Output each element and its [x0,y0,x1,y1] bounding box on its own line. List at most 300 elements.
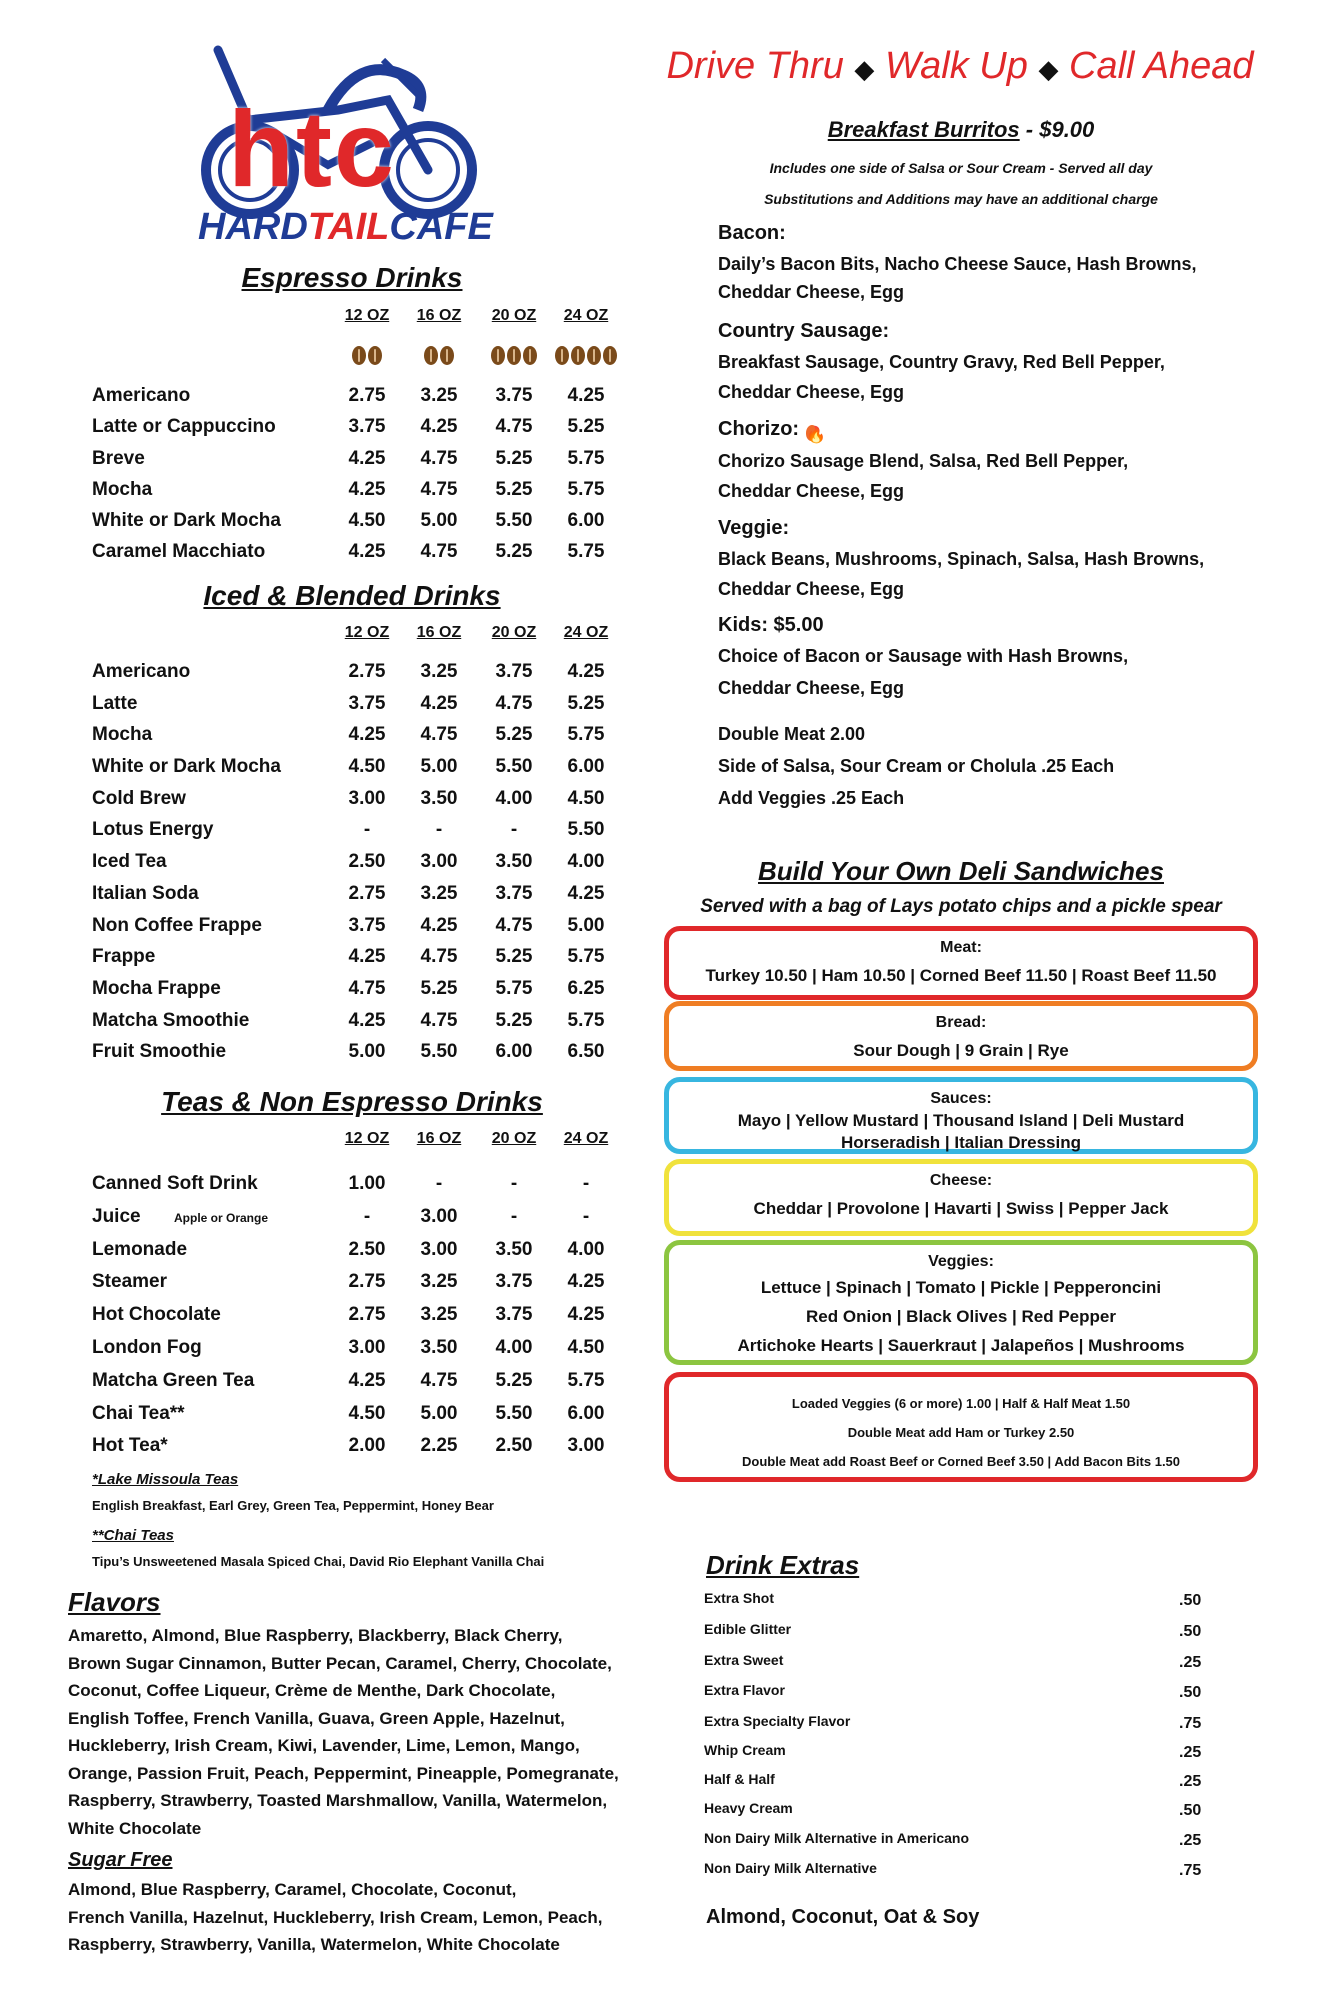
deli-box-cheese [664,1159,1258,1236]
burritos-note: Substitutions and Additions may have an additional charge [764,191,1158,207]
burrito-ingredients: Chorizo Sausage Blend, Salsa, Red Bell Pepper, [718,451,1129,471]
extra-name: Extra Flavor [704,1682,785,1698]
item-name: Matcha Smoothie [92,1009,250,1031]
menu-row [92,720,632,752]
size-label: 16 OZ [416,624,462,641]
item-price: 5.25 [495,447,533,469]
item-price: 4.25 [567,1304,605,1326]
item-price: 5.75 [567,1009,605,1031]
burrito-ingredients: Choice of Bacon or Sausage with Hash Browns, [718,646,1129,666]
size-label: 12 OZ [344,1130,390,1147]
extra-price: .50 [1179,1592,1202,1609]
item-name: Lotus Energy [92,819,214,841]
coffee-bean-icons [332,345,402,367]
extra-row [704,1713,1204,1732]
extra-row [704,1830,1204,1849]
item-price: 2.50 [348,851,386,873]
item-name: Cold Brew [92,787,186,809]
item-name: White or Dark Mocha [92,756,281,778]
menu-row [92,1169,632,1202]
menu-row [92,475,632,506]
item-price: 5.50 [420,1041,458,1063]
item-price: 6.00 [567,756,605,778]
deli-box-label: Bread: [935,1014,987,1031]
deli-box-label: Meat: [940,939,982,956]
menu-row [92,1202,632,1235]
extra-price: .25 [1179,1773,1202,1790]
item-price: 5.25 [495,478,533,500]
deli-box-line: Turkey 10.50 | Ham 10.50 | Corned Beef 11.50 | Roast Beef 11.50 [705,966,1217,985]
item-name: London Fog [92,1336,202,1358]
item-price: 3.75 [348,416,386,438]
size-label: 24 OZ [563,1130,609,1147]
item-price: 3.25 [420,882,458,904]
tea-note-text: English Breakfast, Earl Grey, Green Tea, Peppermint, Honey Bear [92,1498,494,1513]
item-price: 5.25 [567,416,605,438]
item-price: 4.25 [567,882,605,904]
coffee-bean-icon [507,346,521,365]
extra-row [704,1742,1204,1761]
item-name: Americano [92,385,191,406]
logo-wordmark: HARDTAILCAFE [198,206,493,248]
burritos-note: Includes one side of Salsa or Sour Cream - Served all day [769,160,1153,176]
extra-name: Half & Half [704,1771,775,1787]
menu-row [92,381,632,412]
burrito-ingredients: Cheddar Cheese, Egg [718,282,905,302]
item-price: 5.00 [420,756,458,778]
extra-name: Whip Cream [704,1742,786,1758]
item-price: 5.25 [495,541,533,563]
menu-row [92,1037,632,1069]
coffee-bean-icon [571,346,585,365]
chai-note-title: **Chai Teas [92,1527,174,1544]
item-price: 4.75 [420,447,458,469]
item-price: 4.75 [420,478,458,500]
logo-letters: htc [228,88,396,209]
item-price: 4.50 [567,787,605,809]
extra-price: .25 [1179,1654,1202,1671]
item-price: 3.50 [495,851,533,873]
burrito-ingredients: Cheddar Cheese, Egg [718,678,905,698]
item-price: 2.75 [348,882,386,904]
bean-strength-row [92,337,632,381]
flavor-line: Amaretto, Almond, Blue Raspberry, Blackberry, Black Cherry, [68,1626,563,1645]
item-price: 4.50 [348,756,386,778]
item-name: Frappe [92,946,156,968]
item-price: 4.75 [420,1009,458,1031]
item-price: 3.75 [495,1304,533,1326]
item-price: 5.50 [495,1402,533,1424]
size-label: 12 OZ [344,624,390,641]
item-price: 4.00 [567,1238,605,1260]
item-name: Italian Soda [92,882,199,904]
coffee-bean-icon [523,346,537,365]
menu-row [92,657,632,689]
logo [188,40,508,255]
item-price: 3.00 [567,1435,605,1457]
item-name: White or Dark Mocha [92,510,281,532]
item-price: 5.75 [567,447,605,469]
item-name: Americano [92,661,191,682]
coffee-bean-icons [551,345,621,367]
item-name: Fruit Smoothie [92,1041,227,1063]
spicy-flame-icon: 🔥 [806,427,826,444]
item-price: 5.25 [420,977,458,999]
sugar-free-list [68,1876,668,1959]
item-price: 3.75 [495,385,533,406]
size-label: 20 OZ [491,307,537,324]
extra-name: Extra Specialty Flavor [704,1713,851,1729]
item-price: 3.50 [420,1336,458,1358]
item-name: Hot Tea* [92,1435,168,1457]
burrito-name: Kids: $5.00 [718,614,824,636]
item-price: 2.50 [495,1435,533,1457]
coffee-bean-icons [404,345,474,367]
item-price: 4.00 [495,1336,533,1358]
menu-row [92,784,632,816]
tagline: Drive Thru ◆ Walk Up ◆ Call Ahead [666,45,1254,87]
item-name: Mocha [92,478,153,500]
item-price: 2.50 [348,1238,386,1260]
flavor-line: English Toffee, French Vanilla, Guava, Green Apple, Hazelnut, [68,1708,565,1728]
menu-row [92,815,632,847]
menu-row [92,1399,632,1432]
extras-title: Drink Extras [706,1550,860,1580]
item-price: 6.00 [495,1041,533,1063]
burrito-extra: Add Veggies .25 Each [718,788,905,808]
item-price: 6.50 [567,1041,605,1063]
menu-row [92,1235,632,1268]
size-label: 20 OZ [491,624,537,641]
item-price: 3.00 [420,1205,458,1227]
item-price: 3.00 [420,851,458,873]
item-price: 6.00 [567,1402,605,1424]
deli-box-bread [664,1001,1258,1071]
item-price: 5.75 [567,478,605,500]
deli-box-meat [664,926,1258,1000]
size-label: 16 OZ [416,1130,462,1147]
item-price: 3.00 [348,1336,386,1358]
extra-price: .25 [1179,1744,1202,1761]
item-price: 2.25 [420,1435,458,1457]
extra-price: .50 [1179,1684,1202,1701]
deli-box-label: Veggies: [928,1253,994,1270]
item-price: 4.50 [567,1336,605,1358]
flavor-line: Brown Sugar Cinnamon, Butter Pecan, Caramel, Cherry, Chocolate, [68,1653,612,1673]
item-price: 4.75 [495,416,533,438]
deli-subtitle: Served with a bag of Lays potato chips and a pickle spear [700,896,1222,917]
item-price: 4.75 [348,977,386,999]
menu-row [92,412,632,443]
extra-row [704,1590,1204,1609]
sugar-free-title: Sugar Free [68,1849,173,1871]
item-price: - [510,819,518,841]
item-price: 2.00 [348,1435,386,1457]
item-price: - [363,819,371,841]
item-price: 3.25 [420,661,458,682]
coffee-bean-icon [424,346,438,365]
deli-box-line: Sour Dough | 9 Grain | Rye [853,1041,1069,1060]
espresso-table [92,303,632,569]
burrito-ingredients: Daily’s Bacon Bits, Nacho Cheese Sauce, Hash Browns, [718,254,1197,274]
item-name: Lemonade [92,1238,188,1260]
extra-price: .75 [1179,1862,1202,1879]
item-price: 6.25 [567,977,605,999]
size-label: 12 OZ [344,307,390,324]
item-price: 4.50 [348,1402,386,1424]
item-price: 2.75 [348,1304,386,1326]
item-price: 4.25 [420,692,458,714]
burrito-extra: Double Meat 2.00 [718,724,866,744]
item-price: 5.00 [420,510,458,532]
item-price: 4.75 [420,946,458,968]
menu-row [92,942,632,974]
extra-name: Non Dairy Milk Alternative [704,1860,877,1876]
deli-box-line: Double Meat add Ham or Turkey 2.50 [847,1425,1075,1440]
item-price: - [363,1205,371,1227]
item-price: - [435,1173,443,1194]
item-price: 4.25 [348,541,386,563]
item-price: 3.75 [495,661,533,682]
item-name: Caramel Macchiato [92,541,266,563]
item-price: 4.75 [420,724,458,746]
deli-box-line: Artichoke Hearts | Sauerkraut | Jalapeños | Mushrooms [737,1336,1185,1355]
burrito-ingredients: Breakfast Sausage, Country Gravy, Red Bell Pepper, [718,352,1165,372]
item-price: 5.75 [567,946,605,968]
item-price: - [435,819,443,841]
extra-name: Heavy Cream [704,1800,793,1816]
extra-row [704,1800,1204,1819]
extra-row [704,1652,1204,1671]
size-header-row [92,1126,632,1169]
item-price: 4.25 [567,661,605,682]
flavor-line: White Chocolate [68,1818,202,1838]
item-price: 4.25 [420,914,458,936]
item-price: 4.00 [567,851,605,873]
deli-title: Build Your Own Deli Sandwiches [758,856,1164,886]
coffee-bean-icon [352,346,366,365]
burritos-title: Breakfast Burritos [827,117,1020,142]
burritos-header [664,117,1258,143]
deli-box-line: Mayo | Yellow Mustard | Thousand Island | Deli Mustard [737,1111,1185,1130]
item-price: 4.25 [567,1271,605,1293]
item-price: 5.50 [495,756,533,778]
coffee-bean-icon [491,346,505,365]
item-price: 4.75 [420,1369,458,1391]
menu-row [92,689,632,721]
item-price: 4.25 [567,385,605,406]
coffee-bean-icon [368,346,382,365]
deli-box-line: Double Meat add Roast Beef or Corned Beef 3.50 | Add Bacon Bits 1.50 [741,1454,1181,1469]
deli-box-label: Sauces: [930,1090,992,1107]
item-price: 5.75 [567,1369,605,1391]
menu-row [92,847,632,879]
deli-box-line: Horseradish | Italian Dressing [840,1133,1081,1152]
item-subtext: Apple or Orange [174,1210,269,1225]
item-price: 4.50 [348,510,386,532]
flavor-line: Coconut, Coffee Liqueur, Crème de Menthe, Dark Chocolate, [68,1681,556,1700]
item-price: 3.75 [495,1271,533,1293]
extra-row [704,1621,1204,1640]
item-price: 5.00 [567,914,605,936]
menu-row [92,1006,632,1038]
extra-price: .50 [1179,1623,1202,1640]
flavors-list [68,1622,668,1842]
menu-row [92,879,632,911]
item-price: - [510,1205,518,1227]
menu-row [92,1267,632,1300]
item-price: 5.25 [495,946,533,968]
item-name: Hot Chocolate [92,1304,221,1326]
coffee-bean-icon [587,346,601,365]
item-price: 3.25 [420,1304,458,1326]
deli-box-sauces [664,1077,1258,1154]
sugar-free-line: Raspberry, Strawberry, Vanilla, Watermelon, White Chocolate [68,1935,560,1954]
burrito-extra: Side of Salsa, Sour Cream or Cholula .25 Each [718,756,1115,776]
item-name: Iced Tea [92,851,167,873]
burrito-ingredients: Black Beans, Mushrooms, Spinach, Salsa, Hash Browns, [718,549,1205,569]
item-price: 4.25 [348,946,386,968]
item-price: 4.75 [495,692,533,714]
flavor-line: Huckleberry, Irish Cream, Kiwi, Lavender, Lime, Lemon, Mango, [68,1736,580,1755]
extras-footer: Almond, Coconut, Oat & Soy [706,1906,980,1928]
item-price: 3.75 [348,692,386,714]
item-price: 3.75 [495,882,533,904]
espresso-title: Espresso Drinks [241,262,463,293]
item-price: 6.00 [567,510,605,532]
menu-row [92,537,632,568]
deli-box-label: Cheese: [929,1172,993,1189]
deli-box-veggies [664,1240,1258,1365]
diamond-icon: ◆ [1038,54,1059,84]
item-name: Non Coffee Frappe [92,914,262,936]
menu-row [92,911,632,943]
teas-table [92,1126,632,1464]
extra-price: .50 [1179,1802,1202,1819]
size-label: 20 OZ [491,1130,537,1147]
diamond-icon: ◆ [854,54,875,84]
extra-name: Edible Glitter [704,1621,792,1637]
size-label: 16 OZ [416,307,462,324]
item-name: Mocha Frappe [92,977,221,999]
burrito-ingredients: Cheddar Cheese, Egg [718,382,905,402]
item-price: 4.25 [348,1009,386,1031]
burrito-ingredients: Cheddar Cheese, Egg [718,481,905,501]
coffee-bean-icon [440,346,454,365]
flavors-title: Flavors [68,1587,161,1617]
coffee-bean-icons [479,345,549,367]
menu-row [92,1300,632,1333]
item-price: 4.25 [420,416,458,438]
item-price: 1.00 [348,1173,386,1194]
extra-row [704,1860,1204,1879]
burrito-name: Bacon: [718,222,786,244]
extra-name: Extra Shot [704,1590,775,1606]
coffee-bean-icon [603,346,617,365]
flavor-line: Raspberry, Strawberry, Toasted Marshmallow, Vanilla, Watermelon, [68,1791,608,1810]
item-name: Breve [92,447,145,469]
deli-box-line: Red Onion | Black Olives | Red Pepper [806,1307,1116,1326]
size-header-row [92,303,632,337]
menu-row [92,1431,632,1464]
iced-title: Iced & Blended Drinks [203,580,501,611]
coffee-bean-icon [555,346,569,365]
item-price: 3.00 [348,787,386,809]
item-price: 5.75 [567,724,605,746]
item-price: 3.25 [420,1271,458,1293]
item-price: 2.75 [348,385,386,406]
item-price: 5.00 [420,1402,458,1424]
item-price: 5.25 [495,1009,533,1031]
menu-row [92,752,632,784]
item-name: Latte or Cappuccino [92,416,276,438]
burrito-ingredients: Cheddar Cheese, Egg [718,579,905,599]
extra-row [704,1682,1204,1701]
iced-table [92,620,632,1069]
item-price: 4.25 [348,447,386,469]
menu-row [92,974,632,1006]
size-header-row [92,620,632,657]
sugar-free-line: Almond, Blue Raspberry, Caramel, Chocolate, Coconut, [68,1880,517,1899]
item-name: Mocha [92,724,153,746]
size-label: 24 OZ [563,307,609,324]
menu-row [92,1333,632,1366]
extra-name: Extra Sweet [704,1652,784,1668]
chai-note-text: Tipu’s Unsweetened Masala Spiced Chai, David Rio Elephant Vanilla Chai [92,1554,545,1569]
item-price: - [510,1173,518,1194]
deli-box-add-ons [664,1372,1258,1482]
item-price: 5.25 [567,692,605,714]
burritos-price: - $9.00 [1019,117,1095,142]
item-name: Canned Soft Drink [92,1173,258,1194]
item-price: 2.75 [348,661,386,682]
item-price: 5.75 [567,541,605,563]
item-price: 5.75 [495,977,533,999]
item-price: - [582,1173,590,1194]
item-price: - [582,1205,590,1227]
item-name: Steamer [92,1271,167,1293]
extra-row [704,1771,1204,1790]
deli-box-line: Cheddar | Provolone | Havarti | Swiss | Pepper Jack [753,1199,1169,1218]
item-name: Matcha Green Tea [92,1369,255,1391]
item-price: 5.25 [495,724,533,746]
item-price: 5.25 [495,1369,533,1391]
extra-price: .25 [1179,1832,1202,1849]
flavor-line: Orange, Passion Fruit, Peach, Peppermint, Pineapple, Pomegranate, [68,1763,619,1783]
item-name: Latte [92,692,138,714]
burrito-name: Chorizo: [718,418,800,440]
item-price: 4.25 [348,724,386,746]
menu-row [92,506,632,537]
item-price: 5.50 [495,510,533,532]
item-price: 4.25 [348,1369,386,1391]
item-price: 5.50 [567,819,605,841]
item-price: 4.75 [420,541,458,563]
item-price: 4.25 [348,478,386,500]
extra-name: Non Dairy Milk Alternative in Americano [704,1830,970,1846]
item-price: 5.00 [348,1041,386,1063]
item-price: 3.50 [420,787,458,809]
item-price: 4.75 [495,914,533,936]
item-price: 3.25 [420,385,458,406]
item-name: Juice [92,1205,141,1227]
tea-note-title: *Lake Missoula Teas [92,1471,239,1488]
teas-title: Teas & Non Espresso Drinks [161,1086,543,1117]
sugar-free-line: French Vanilla, Hazelnut, Huckleberry, Irish Cream, Lemon, Peach, [68,1907,603,1927]
item-price: 4.00 [495,787,533,809]
item-name: Chai Tea** [92,1402,185,1424]
burrito-name: Country Sausage: [718,320,890,342]
